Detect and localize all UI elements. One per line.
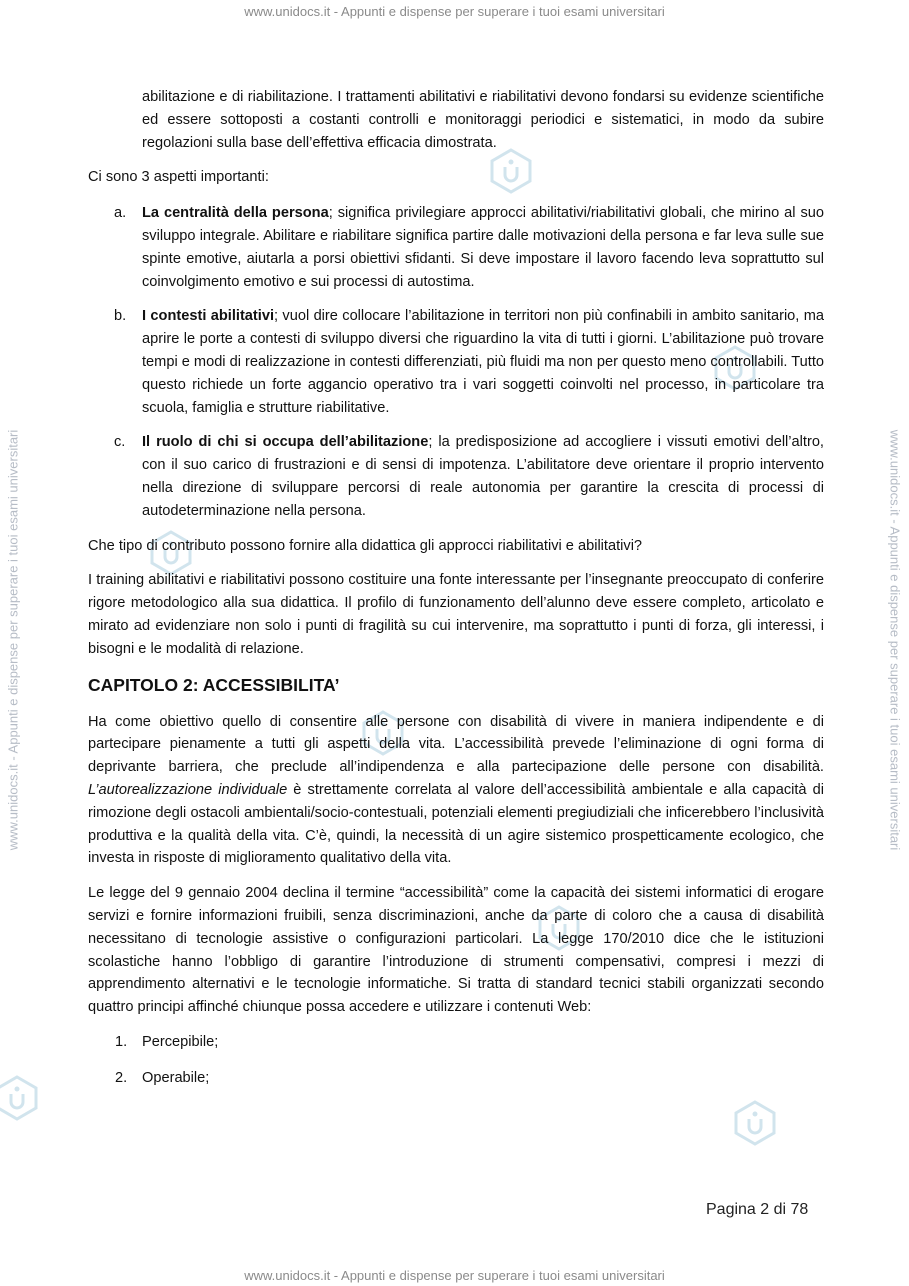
list-item [114,431,824,522]
principle-label: Operabile; [142,1069,210,1086]
accessibility-text-a: Ha come obiettivo quello di consentire alle persone con disabilità di vivere in maniera indipendente e di partecipare pienamente a tutti gli aspetti della vita. L’accessibilità prevede l’eliminazione di ogni forma di deprivante barriera, che preclude all’indipendenza e alla partecipazione delle persone con disabilità. [88,713,824,776]
chapter-title: CAPITOLO 2: ACCESSIBILITA’ [88,674,340,695]
aspect-text: ; la predisposizione ad accogliere i vissuti emotivi dell’altro, con il suo carico di frustrazioni e di sensi di impotenza. L’abilitatore deve orientare il proprio intervento nella direzione di sviluppare percorsi di reale autonomia per garantire la crescita di processi di autodeterminazione nella persona. [142,434,824,519]
aspects-list [88,202,824,522]
principle-label: Percepibile; [142,1033,219,1050]
document-body [88,86,824,1102]
accessibility-paragraph-1 [88,711,824,871]
list-item [115,1031,824,1054]
list-marker: c. [114,434,126,451]
list-marker: a. [114,205,127,222]
list-item [114,305,824,419]
list-item [115,1067,824,1090]
right-side-watermark: www.unidocs.it - Appunti e dispense per superare i tuoi esami universitari [887,429,903,851]
aspect-title: I contesti abilitativi [142,308,274,325]
aspect-title: La centralità della persona [142,205,329,222]
list-marker: 2. [115,1069,128,1086]
aspect-text: ; vuol dire collocare l’abilitazione in territori non più confinabili in ambito sanitario, ma aprire le porte a contesti di sviluppo diversi che riguardino la vita di tutti i giorni. L’abilitazione può trovare tempi e modi di realizzazione in contesti differenziati, più fluidi ma non per questo meno controllabili. Tutto questo richiede un forte aggancio operativo tra i vari soggetti coinvolti nel processo, in particolare tra scuola, famiglia e strutture riabilitative. [142,308,824,416]
left-side-watermark: www.unidocs.it - Appunti e dispense per superare i tuoi esami universitari [5,429,21,851]
principles-list [88,1031,824,1090]
list-marker: b. [114,308,127,325]
intro-paragraph: abilitazione e di riabilitazione. I trattamenti abilitativi e riabilitativi devono fondarsi su evidenze scientifiche ed essere sottoposti a costanti controlli e monitoraggi periodici e sistematici, in modo da subire regolazioni sulla base dell’effettiva efficacia dimostrata. [142,89,824,151]
header-watermark-banner: www.unidocs.it - Appunti e dispense per superare i tuoi esami universitari [244,4,665,19]
footer-watermark-banner: www.unidocs.it - Appunti e dispense per superare i tuoi esami universitari [244,1268,665,1283]
accessibility-paragraph-2: Le legge del 9 gennaio 2004 declina il termine “accessibilità” come la capacità dei sistemi informatici di erogare servizi e fornire informazioni fruibili, senza discriminazioni, anche da parte di coloro che a causa di disabilità necessitano di tecnologie assistive o configurazioni particolari. La legge 170/2010 dice che le istituzioni scolastiche hanno l’obbligo di garantire l’introduzione di strumenti compensativi, compresi i mezzi di apprendimento alternativi e le tecnologie informatiche. Si tratta di standard tecnici stabili organizzati secondo quattro principi affinché chiunque possa accedere e utilizzare i contenuti Web: [88,885,824,1016]
answer-paragraph: I training abilitativi e riabilitativi possono costituire una fonte interessante per l’insegnante preoccupato di conferire rigore metodologico alla sua didattica. Il profilo di funzionamento dell’alunno deve essere completo, articolato e mirato ad evidenziare non solo i punti di fragilità su cui intervenire, ma soprattutto i punti di forza, gli interessi, i bisogni e le modalità di relazione. [88,572,824,657]
page-number: Pagina 2 di 78 [706,1201,809,1218]
unidocs-logo-icon [0,1075,40,1121]
list-item [114,202,824,293]
accessibility-italic: L’autorealizzazione individuale [88,781,288,798]
accessibility-text-b: è strettamente correlata al valore dell’accessibilità ambientale e alla capacità di rimozione degli ostacoli ambientali/socio-contestuali, potenziali elementi pregiudiziali che inficerebbero l’inclusività produttiva e la qualità della vita. C’è, quindi, la necessità di un agire sistemico prospetticamente ecologico, che investa in risposte di miglioramento qualitativo della vita. [88,781,824,867]
unidocs-logo-icon [732,1100,778,1146]
question-paragraph: Che tipo di contributo possono fornire alla didattica gli approcci riabilitativi e abilitativi? [88,537,643,554]
aspect-title: Il ruolo di chi si occupa dell’abilitazione [142,434,429,451]
aspects-intro: Ci sono 3 aspetti importanti: [88,169,269,186]
aspect-text: ; significa privilegiare approcci abilitativi/riabilitativi globali, che mirino al suo sviluppo integrale. Abilitare e riabilitare significa partire dalle motivazioni della persona e far leva sulle sue spinte emotive, aiutarla a porsi obiettivi sfidanti. Si deve impostare il lavoro facendo leva soprattutto sul coinvolgimento emotivo e sui processi di autostima. [142,205,824,290]
list-marker: 1. [115,1033,128,1050]
